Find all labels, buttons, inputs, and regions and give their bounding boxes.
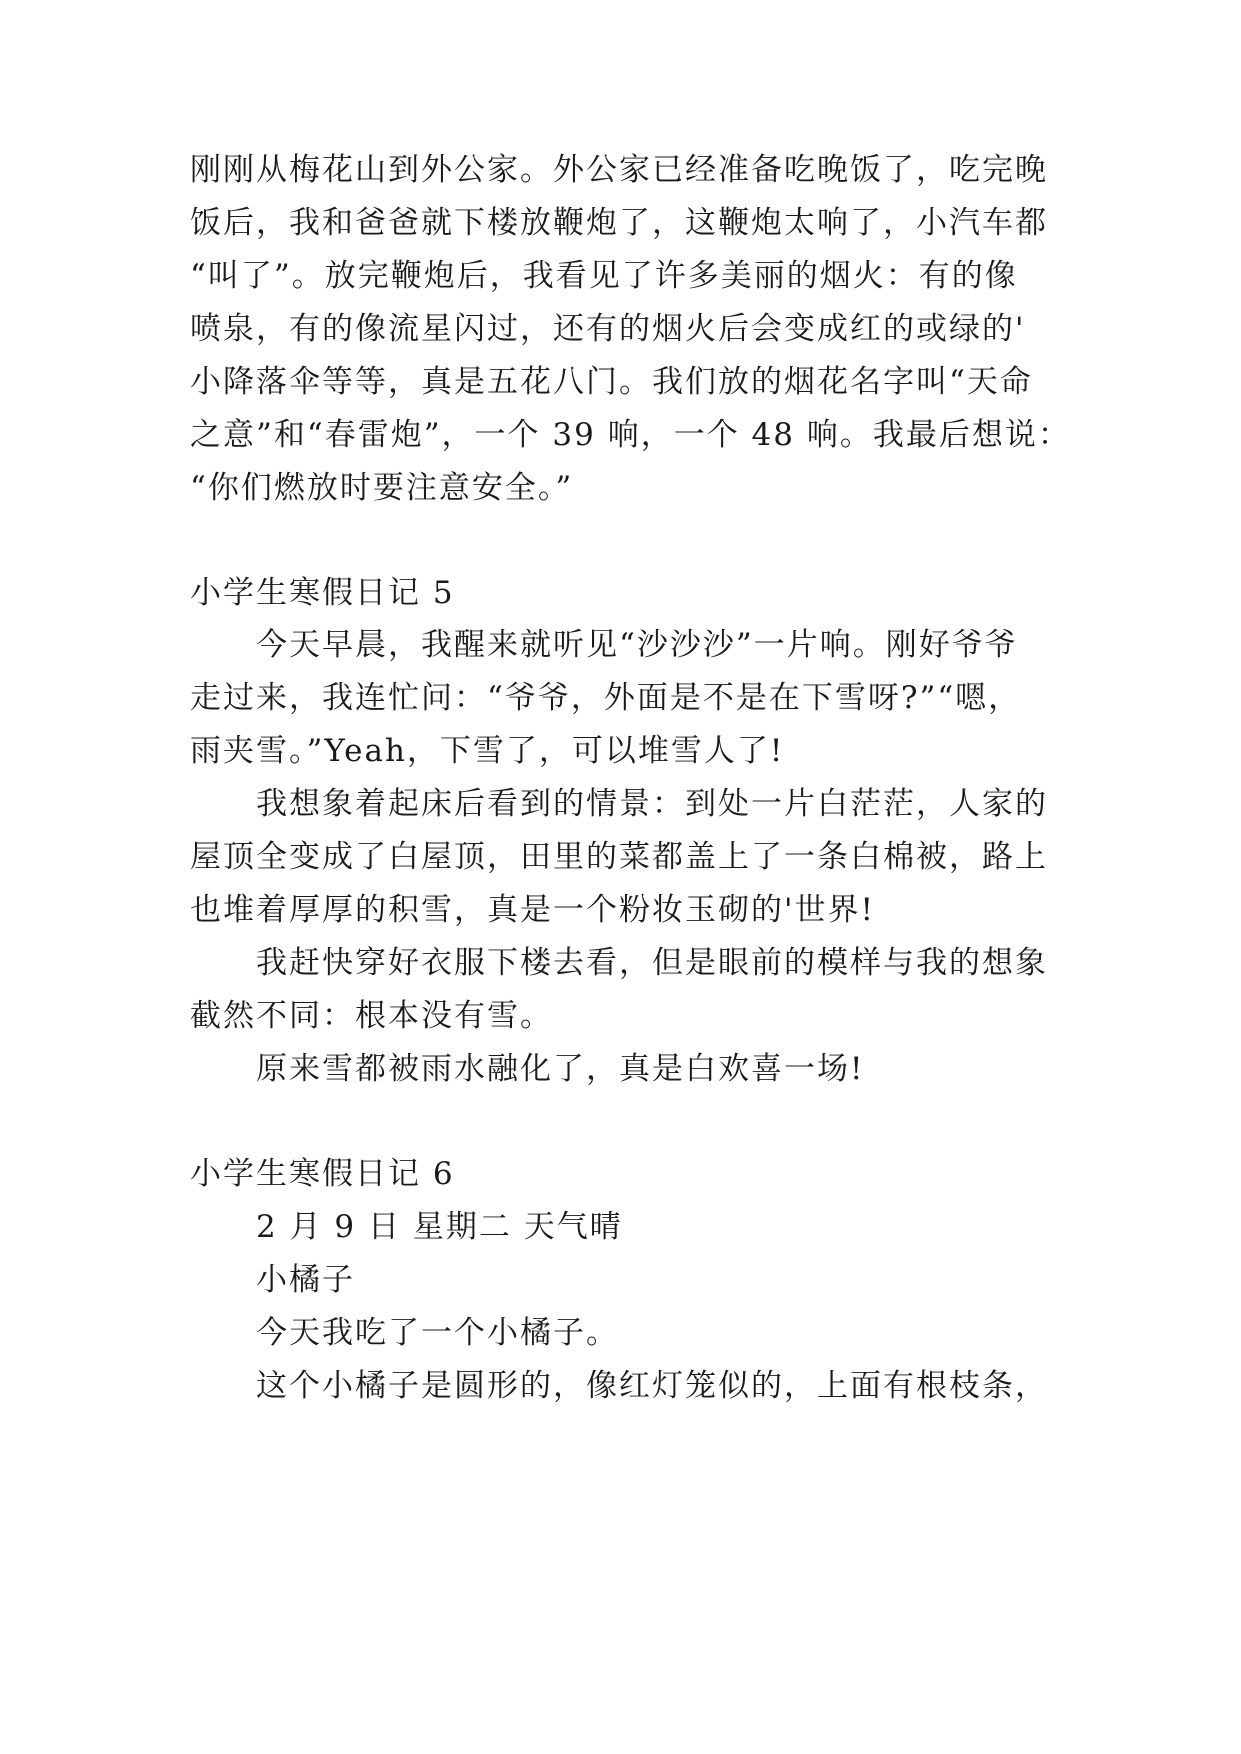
paragraph-line: “你们燃放时要注意安全。” — [190, 470, 574, 506]
paragraph-line: 我赶快穿好衣服下楼去看，但是眼前的模样与我的想象 — [256, 945, 1048, 981]
paragraph-line: 刚刚从梅花山到外公家。外公家已经准备吃晚饭了，吃完晚 — [190, 152, 1048, 188]
diary-title: 小橘子 — [256, 1262, 355, 1298]
paragraph-line: 今天我吃了一个小橘子。 — [256, 1315, 619, 1351]
paragraph-line: 雨夹雪。”Yeah，下雪了，可以堆雪人了! — [190, 733, 785, 769]
paragraph-line: 喷泉，有的像流星闪过，还有的烟火后会变成红的或绿的' — [190, 311, 1026, 347]
section-heading: 小学生寒假日记 5 — [190, 575, 455, 611]
paragraph-line: 今天早晨，我醒来就听见“沙沙沙”一片响。刚好爷爷 — [256, 627, 1018, 663]
paragraph-line: “叫了”。放完鞭炮后，我看见了许多美丽的烟火：有的像 — [190, 258, 1018, 294]
diary-date-line: 2 月 9 日 星期二 天气晴 — [256, 1209, 623, 1245]
paragraph-line: 之意”和“春雷炮”，一个 39 响，一个 48 响。我最后想说： — [190, 417, 1071, 453]
paragraph-line: 我想象着起床后看到的情景：到处一片白茫茫，人家的 — [256, 786, 1048, 822]
paragraph-line: 屋顶全变成了白屋顶，田里的菜都盖上了一条白棉被，路上 — [190, 839, 1048, 875]
paragraph-line: 小降落伞等等，真是五花八门。我们放的烟花名字叫“天命 — [190, 364, 1033, 400]
paragraph-line: 也堆着厚厚的积雪，真是一个粉妆玉砌的'世界! — [190, 892, 875, 928]
section-heading: 小学生寒假日记 6 — [190, 1156, 455, 1192]
paragraph-line: 截然不同：根本没有雪。 — [190, 998, 553, 1034]
paragraph-line: 这个小橘子是圆形的，像红灯笼似的，上面有根枝条， — [256, 1368, 1048, 1404]
paragraph-line: 饭后，我和爸爸就下楼放鞭炮了，这鞭炮太响了，小汽车都 — [190, 205, 1048, 241]
paragraph-line: 原来雪都被雨水融化了，真是白欢喜一场! — [256, 1051, 865, 1087]
paragraph-line: 走过来，我连忙问：“爷爷，外面是不是在下雪呀?”“嗯， — [190, 680, 1022, 716]
